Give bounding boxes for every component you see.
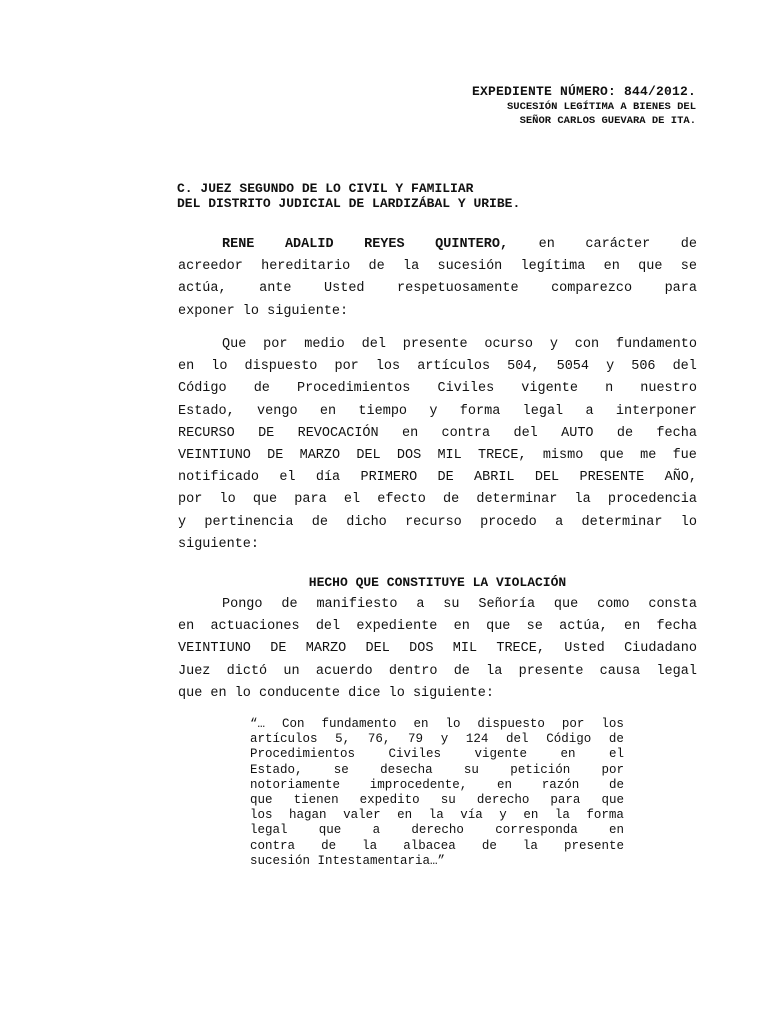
word: Civiles [388, 747, 442, 762]
case-subject-line-2: SEÑOR CARLOS GUEVARA DE ITA. [519, 115, 696, 127]
addressee-line-2: DEL DISTRITO JUDICIAL DE LARDIZÁBAL Y URIBE. [177, 196, 521, 211]
word: 79 [408, 732, 424, 747]
word: que [601, 792, 624, 807]
word: vengo [257, 403, 298, 419]
word: ocurso [484, 337, 534, 352]
word: con [574, 337, 600, 352]
word: tiempo [358, 403, 408, 419]
word: la [486, 663, 503, 679]
word: razón [541, 777, 580, 792]
text-line [250, 839, 624, 854]
word: PRESENTE [579, 470, 645, 486]
case-number: EXPEDIENTE NÚMERO: 844/2012. [471, 84, 696, 99]
word: recurso [405, 514, 462, 530]
word: RECURSO [178, 425, 235, 441]
word: Que [222, 337, 247, 352]
word: lo [445, 717, 461, 731]
word: de [616, 425, 634, 441]
word: en [496, 777, 512, 792]
word: un [283, 663, 300, 679]
word: valer [343, 808, 381, 823]
text-line [250, 763, 624, 778]
word: actuaciones [210, 619, 300, 635]
word: DOS [409, 641, 434, 657]
word: Señoría [478, 597, 536, 612]
word: a [372, 823, 381, 838]
word: Procedimientos [250, 747, 356, 762]
word: Pongo [222, 597, 263, 612]
text-line [250, 823, 624, 838]
word: la [574, 492, 591, 508]
word: dispuesto [244, 359, 318, 375]
word: Juez [178, 663, 211, 679]
word: respetuosamente [397, 281, 519, 297]
text-line [178, 534, 697, 556]
word: consta [648, 597, 697, 612]
word: DEL [365, 641, 390, 657]
word: AUTO [561, 425, 594, 441]
word: DOS [396, 447, 422, 463]
word: el [343, 492, 361, 508]
addressee-line-1: C. JUEZ SEGUNDO DE LO CIVIL Y FAMILIAR [177, 181, 474, 196]
word: que [250, 792, 273, 807]
word: Procedimientos [296, 381, 411, 397]
word: y [440, 732, 449, 747]
word: ante [259, 281, 292, 297]
word: en [623, 619, 641, 635]
word: se [333, 762, 349, 777]
word: que [599, 447, 624, 463]
word: sucesión Intestamentaria…” [250, 853, 446, 868]
word: de [481, 838, 497, 853]
word: de [281, 597, 298, 612]
word: de [311, 514, 328, 530]
word: Estado, [178, 403, 235, 419]
word: corresponda [495, 823, 578, 838]
word: acreedor [178, 259, 243, 275]
addressee [177, 181, 697, 211]
word: DE [437, 470, 454, 486]
word: 76, [367, 732, 391, 747]
word: nuestro [640, 381, 697, 397]
text-line [178, 401, 697, 423]
word: de [368, 259, 385, 275]
word: forma [459, 403, 501, 419]
word: fecha [656, 619, 697, 635]
word: TRECE, [496, 641, 545, 657]
word: derecho [411, 823, 464, 838]
word: legal [656, 663, 697, 679]
word: actúa, [559, 619, 608, 635]
word: y [429, 403, 438, 419]
word: dentro [388, 663, 438, 679]
word: en [401, 425, 419, 441]
word: del [513, 425, 538, 441]
word: y [499, 808, 507, 823]
text-line [178, 334, 697, 356]
word: fecha [656, 425, 697, 441]
word: notificado [178, 470, 260, 486]
word: procedo [480, 514, 537, 530]
word: en [453, 619, 470, 635]
word: vigente [521, 381, 578, 397]
word: “… [250, 717, 266, 731]
word: 5, [335, 732, 351, 747]
word: Ciudadano [624, 641, 697, 657]
word: Código [546, 732, 592, 747]
word: los [250, 808, 273, 823]
word: legítima [520, 259, 586, 275]
word: en [608, 823, 624, 838]
case-header [472, 84, 696, 128]
word: exponer lo siguiente: [178, 303, 349, 319]
word: MARZO [299, 447, 341, 463]
word: sucesión [437, 259, 503, 275]
word: PRIMERO [360, 470, 418, 486]
word: su [440, 792, 456, 807]
word: VEINTIUNO [178, 447, 251, 463]
word: de [442, 492, 460, 508]
word: fue [672, 447, 697, 463]
word: y [549, 337, 558, 352]
text-line [178, 445, 697, 467]
word: legal [522, 403, 564, 419]
word: de [453, 663, 470, 679]
word: MIL [452, 641, 478, 657]
word: siguiente: [178, 536, 260, 552]
word: que en lo conducente dice lo siguiente: [178, 685, 494, 701]
text-line [178, 423, 697, 445]
word: 504, [507, 359, 540, 375]
word: 124 [465, 732, 489, 747]
word: notoriamente [250, 777, 341, 792]
word: 5054 [556, 359, 590, 375]
claimant-name-word: REYES [364, 237, 405, 252]
word: 506 [631, 359, 656, 375]
word: causa [599, 663, 641, 679]
quoted-ruling [250, 717, 624, 869]
word: medio [304, 337, 345, 352]
word: se [680, 259, 697, 275]
text-line [178, 512, 697, 534]
word: presente [518, 663, 584, 679]
word: de [321, 838, 337, 853]
word: en [397, 808, 413, 823]
word: en [560, 747, 576, 762]
claimant-name-word: RENE [222, 237, 255, 252]
word: en [413, 717, 429, 731]
word: lo [211, 359, 228, 375]
word: TRECE, [477, 447, 527, 463]
claimant-name-word: QUINTERO, [435, 237, 509, 252]
word: improcedente, [369, 777, 468, 792]
word: que [638, 259, 663, 275]
word: que [252, 492, 278, 508]
word: dicho [346, 514, 387, 530]
word: hagan [289, 808, 327, 823]
word: fundamento [321, 717, 397, 731]
word: en [178, 359, 195, 375]
word: n [605, 381, 614, 397]
word: albacea [403, 838, 456, 853]
word: contra [250, 838, 296, 853]
word: la [554, 808, 570, 823]
word: contra [441, 425, 491, 441]
text-line [178, 356, 697, 378]
word: en [523, 808, 539, 823]
word: fundamento [615, 337, 697, 352]
text-line [178, 594, 697, 616]
word: determinar [476, 492, 558, 508]
word: se [526, 619, 543, 635]
text-line [250, 778, 624, 793]
facts-paragraph [178, 594, 697, 705]
word: en [603, 259, 620, 275]
word: por [178, 492, 203, 508]
word: del [506, 732, 529, 747]
section-heading: HECHO QUE CONSTITUYE LA VIOLACIÓN [308, 575, 567, 590]
word: procedencia [607, 492, 697, 508]
text-line [178, 616, 697, 638]
word: Con [281, 717, 305, 731]
word: y [606, 359, 615, 375]
text-line [250, 717, 624, 732]
word: mismo [542, 447, 584, 463]
word: y [178, 514, 187, 530]
word: DE [267, 447, 284, 463]
word: por [263, 337, 288, 352]
text-line [250, 854, 624, 869]
word: acuerdo [315, 663, 373, 679]
word: a [555, 514, 564, 530]
word: su [443, 597, 460, 612]
word: Código [178, 381, 227, 397]
word: para [550, 792, 581, 807]
word: ABRIL [474, 470, 515, 486]
word: la [402, 259, 420, 275]
word: DEL [534, 470, 560, 486]
text-line [178, 256, 697, 278]
word: desecha [380, 762, 433, 777]
word: del [315, 619, 341, 635]
word: que [318, 823, 342, 838]
text-line [250, 732, 624, 747]
word: DE [270, 641, 287, 657]
word: Usted [564, 641, 605, 657]
word: determinar [581, 514, 663, 530]
word: dispuesto [477, 717, 545, 731]
word: tienen [293, 792, 339, 807]
word: lo [680, 514, 697, 530]
word: hereditario [261, 259, 351, 275]
word: de [253, 381, 270, 397]
word: por [334, 359, 359, 375]
word: en [319, 403, 337, 419]
word: que [553, 597, 579, 612]
word: los [601, 717, 624, 731]
word: de [608, 732, 624, 747]
word: MARZO [305, 641, 347, 657]
word: derecho [476, 792, 530, 807]
word: por [601, 762, 624, 777]
text-line [250, 793, 624, 808]
word: del [361, 337, 386, 352]
text-line [178, 378, 697, 400]
text-line [178, 661, 697, 683]
motion-paragraph [178, 334, 697, 556]
word: como [597, 597, 630, 612]
word: la [428, 808, 444, 823]
word: la [362, 838, 378, 853]
word: VEINTIUNO [178, 641, 251, 657]
text-line [178, 301, 697, 323]
text-line [250, 747, 624, 762]
text-line [178, 234, 697, 256]
word: día [315, 470, 341, 486]
word: vigente [474, 747, 527, 762]
word: legal [250, 823, 288, 838]
text-line [178, 489, 697, 511]
word: petición [510, 762, 571, 777]
text-line [178, 467, 697, 489]
word: del [672, 359, 697, 375]
word: a [585, 403, 594, 419]
word: en [538, 237, 555, 252]
word: pertinencia [204, 514, 294, 530]
word: de [680, 237, 697, 252]
text-line [250, 808, 624, 823]
word: los [375, 359, 401, 375]
word: carácter [585, 237, 651, 252]
word: DEL [356, 447, 381, 463]
word: comparezco [551, 281, 633, 297]
word: AÑO, [664, 470, 697, 486]
word: DE [258, 425, 275, 441]
word: el [608, 747, 624, 762]
word: de [608, 777, 624, 792]
text-line [178, 638, 697, 660]
text-line [178, 278, 697, 300]
word: dictó [226, 663, 268, 679]
word: por [561, 717, 585, 731]
claimant-name-word: ADALID [284, 237, 334, 252]
word: Civiles [437, 381, 495, 397]
word: efecto [377, 492, 426, 508]
word: para [664, 281, 697, 297]
word: expedito [359, 792, 420, 807]
word: el [279, 470, 296, 486]
word: manifiesto [316, 597, 398, 612]
word: me [640, 447, 657, 463]
text-line [178, 683, 697, 705]
word: presente [563, 838, 624, 853]
word: Usted [324, 281, 365, 297]
word: artículos [417, 359, 491, 375]
word: vía [460, 808, 483, 823]
word: actúa, [178, 281, 227, 297]
word: interponer [615, 403, 697, 419]
word: forma [586, 808, 624, 823]
word: artículos [250, 732, 318, 747]
word: a [416, 597, 425, 612]
word: MIL [437, 447, 462, 463]
word: en [178, 619, 195, 635]
word: la [522, 838, 538, 853]
intro-paragraph [178, 234, 697, 323]
case-subject-line-1: SUCESIÓN LEGÍTIMA A BIENES DEL [506, 101, 696, 113]
word: su [463, 762, 479, 777]
word: presente [402, 337, 468, 352]
word: que [486, 619, 511, 635]
word: expediente [356, 619, 438, 635]
word: Estado, [250, 762, 303, 777]
word: lo [219, 492, 236, 508]
word: para [294, 492, 327, 508]
word: REVOCACIÓN [297, 425, 379, 441]
